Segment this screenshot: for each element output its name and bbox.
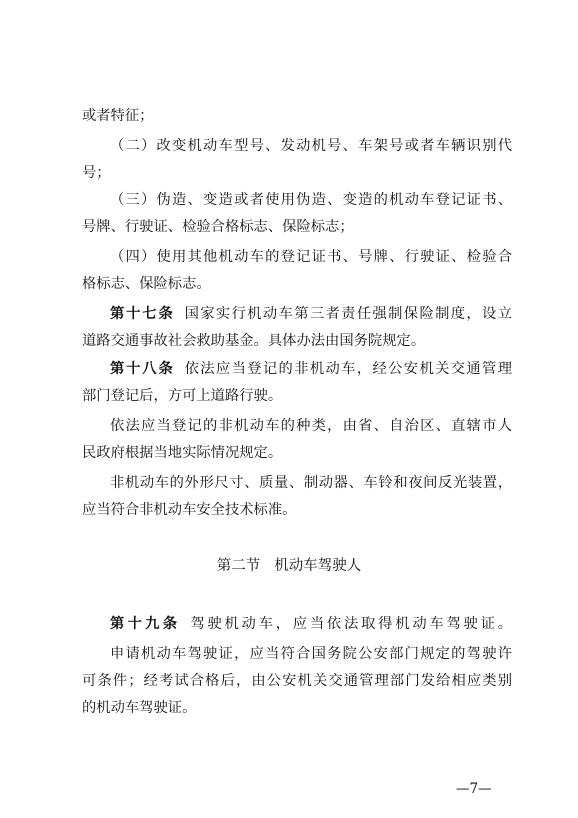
text-line: 号牌、行驶证、检验合格标志、保险标志；	[82, 219, 354, 235]
text-line: 道路交通事故社会救助基金。具体办法由国务院规定。	[82, 333, 426, 349]
page-number: —7—	[456, 781, 492, 797]
article-text: 驾驶机动车，应当依法取得机动车驾驶证。	[190, 616, 513, 632]
article-17-line-1	[110, 304, 512, 324]
text-line: 可条件；经考试合格后，由公安机关交通管理部门发给相应类别	[82, 673, 512, 689]
text-line: 应当符合非机动车安全技术标准。	[82, 502, 297, 518]
section-heading	[0, 556, 578, 576]
article-text: 依法应当登记的非机动车，经公安机关交通管理	[184, 361, 513, 377]
text-line: 民政府根据当地实际情况规定。	[82, 445, 283, 461]
article-label: 第十八条	[110, 361, 175, 377]
article-19-line-1	[110, 614, 512, 634]
text-line: 非机动车的外形尺寸、质量、制动器、车铃和夜间反光装置，	[110, 475, 512, 491]
text-line: （三）伪造、变造或者使用伪造、变造的机动车登记证书、	[110, 192, 512, 208]
text-line: （二）改变机动车型号、发动机号、车架号或者车辆识别代	[110, 138, 512, 154]
section-title: 机动车驾驶人	[274, 558, 362, 574]
text-line: 的机动车驾驶证。	[82, 700, 197, 716]
text-line: 部门登记后，方可上道路行驶。	[82, 388, 283, 404]
text-line: 申请机动车驾驶证，应当符合国务院公安部门规定的驾驶许	[110, 646, 512, 662]
article-label: 第十七条	[110, 306, 175, 322]
section-number: 第二节	[216, 558, 261, 574]
text-line: （四）使用其他机动车的登记证书、号牌、行驶证、检验合	[110, 249, 512, 265]
article-label: 第十九条	[110, 616, 181, 632]
text-line: 依法应当登记的非机动车的种类，由省、自治区、直辖市人	[110, 418, 512, 434]
text-line: 格标志、保险标志。	[82, 276, 211, 292]
text-line: 或者特征；	[82, 108, 154, 124]
text-line: 号；	[82, 165, 111, 181]
article-text: 国家实行机动车第三者责任强制保险制度，设立	[184, 306, 513, 322]
article-18-line-1	[110, 359, 512, 379]
